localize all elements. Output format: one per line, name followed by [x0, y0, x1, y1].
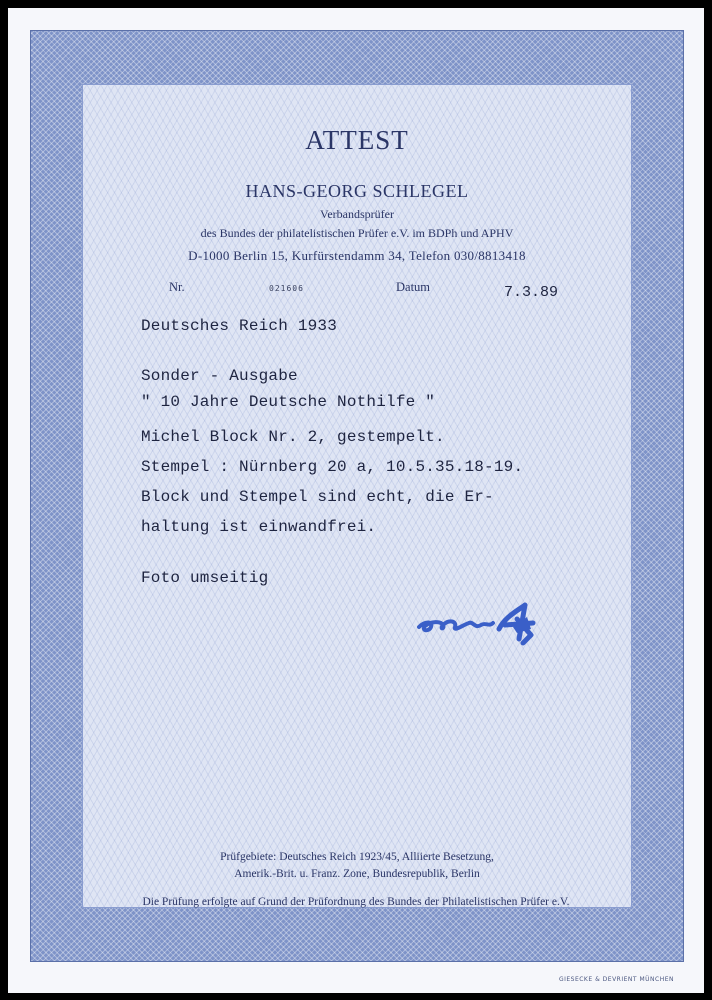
date-label: Datum	[396, 280, 431, 294]
certificate-date: 7.3.89	[504, 284, 559, 301]
body-line: Michel Block Nr. 2, gestempelt.	[141, 428, 445, 446]
association-line: des Bundes der philatelistischen Prüfer e.V. im BDPh und APHV	[200, 226, 514, 240]
examination-areas-line2: Amerik.-Brit. u. Franz. Zone, Bundesrepublik, Berlin	[234, 868, 480, 880]
examiner-role: Verbandsprüfer	[320, 207, 394, 221]
body-line: Deutsches Reich 1933	[141, 317, 338, 335]
printer-imprint: GIESECKE & DEVRIENT MÜNCHEN	[558, 976, 674, 983]
body-line: haltung ist einwandfrei.	[141, 518, 377, 536]
body-line: Stempel : Nürnberg 20 a, 10.5.35.18-19.	[141, 458, 524, 476]
examination-areas-line1: Prüfgebiete: Deutsches Reich 1923/45, Alliierte Besetzung,	[220, 851, 494, 863]
signature-image	[413, 599, 563, 649]
certificate-panel	[82, 84, 632, 908]
certificate-title: ATTEST	[305, 125, 409, 155]
body-line: Sonder - Ausgabe	[141, 367, 298, 385]
number-label: Nr.	[169, 280, 185, 294]
address-line: D-1000 Berlin 15, Kurfürstendamm 34, Telefon 030/8813418	[188, 248, 526, 263]
examiner-name: HANS-GEORG SCHLEGEL	[245, 181, 469, 201]
legal-notice: Die Prüfung erfolgte auf Grund der Prüfordnung des Bundes der Philatelistischen Prüfer e.V.	[142, 896, 570, 908]
body-line: Foto umseitig	[141, 569, 269, 587]
body-line: " 10 Jahre Deutsche Nothilfe "	[141, 393, 436, 411]
body-line: Block und Stempel sind echt, die Er-	[141, 488, 494, 506]
certificate-paper	[8, 8, 704, 993]
certificate-number: 021606	[269, 284, 304, 293]
